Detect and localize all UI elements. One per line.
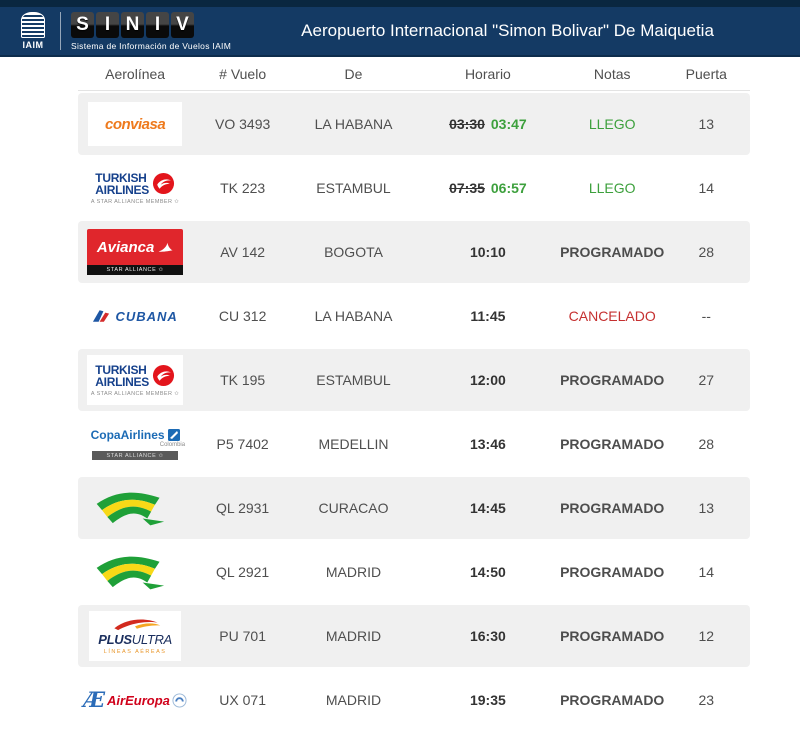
scheduled-time: 14:45 (469, 500, 506, 516)
air-europa-mark-icon: Æ (83, 687, 106, 712)
laser-swoosh-icon (89, 486, 181, 528)
gate-number: 13 (698, 500, 715, 516)
conviasa-logo: conviasa (88, 102, 182, 146)
scheduled-time: 13:46 (469, 436, 506, 452)
flight-number: QL 2921 (216, 564, 270, 580)
avianca-logo: Avianca STAR ALLIANCE ✩ (87, 229, 183, 275)
origin-city: LA HABANA (314, 308, 393, 324)
avianca-bird-icon (157, 241, 173, 254)
flight-row (78, 285, 750, 347)
flight-row (78, 541, 750, 603)
column-header-aerolinea: Aerolínea (105, 65, 166, 82)
gate-number: 28 (698, 244, 715, 260)
flight-row (78, 349, 750, 411)
origin-city: BOGOTA (324, 244, 383, 260)
flight-number: TK 223 (220, 180, 266, 196)
scheduled-time: 14:50 (469, 564, 506, 580)
gate-number: 28 (698, 436, 715, 452)
gate-number: 13 (698, 116, 715, 132)
flight-number: AV 142 (220, 244, 266, 260)
table-header (78, 57, 750, 91)
status-text: PROGRAMADO (560, 500, 665, 516)
flight-number: PU 701 (219, 628, 266, 644)
column-header-de: De (344, 65, 363, 82)
flight-number: TK 195 (220, 372, 266, 388)
air-europa-logo: Æ AirEuropa (83, 690, 187, 710)
cubana-tailfin-icon (92, 308, 111, 324)
skyteam-icon (172, 693, 187, 708)
scheduled-time: 12:00 (469, 372, 506, 388)
scheduled-time: 16:30 (469, 628, 506, 644)
turkish-bird-icon (152, 172, 175, 195)
airline-logo (85, 421, 185, 467)
status-text: PROGRAMADO (560, 564, 665, 580)
gate-number: -- (701, 308, 711, 324)
flight-number: UX 071 (219, 692, 266, 708)
flight-number: CU 312 (218, 308, 267, 324)
origin-city: ESTAMBUL (316, 372, 391, 388)
status-text: PROGRAMADO (560, 244, 665, 260)
turkish-airlines-logo: TURKISH AIRLINES A STAR ALLIANCE MEMBER ✩ (87, 355, 183, 405)
iaim-tower-icon (16, 12, 50, 50)
column-header-puerta: Puerta (685, 65, 727, 82)
actual-time: 03:47 (490, 116, 527, 132)
scheduled-time: 03:30 (449, 116, 485, 132)
arrivals-table (0, 57, 800, 731)
control-tower-icon (21, 12, 45, 38)
laser-swoosh-icon (89, 550, 181, 592)
flight-row (78, 477, 750, 539)
laser-airlines-logo (89, 550, 181, 595)
siniv-logo[interactable] (16, 12, 231, 51)
status-text: CANCELADO (568, 308, 656, 324)
origin-city: MADRID (325, 692, 382, 708)
siniv-tile: I (146, 12, 169, 38)
airline-logo (87, 355, 183, 405)
scheduled-time: 10:10 (469, 244, 506, 260)
origin-city: MEDELLIN (318, 436, 389, 452)
gate-number: 14 (698, 180, 715, 196)
status-text: PROGRAMADO (560, 436, 665, 452)
status-text: PROGRAMADO (560, 692, 665, 708)
gate-number: 23 (698, 692, 715, 708)
column-header-vuelo: # Vuelo (219, 65, 267, 82)
airline-logo (89, 611, 181, 661)
airline-logo (87, 229, 183, 275)
turkish-airlines-logo: TURKISH AIRLINES A STAR ALLIANCE MEMBER ✩ (87, 163, 183, 213)
siniv-tile: V (171, 12, 194, 38)
flight-table-body (78, 93, 750, 731)
airline-logo (89, 486, 181, 531)
origin-city: MADRID (325, 564, 382, 580)
siniv-tile: S (71, 12, 94, 38)
cubana-logo: CUBANA (92, 308, 177, 324)
status-text: LLEGO (588, 116, 636, 132)
airline-logo (87, 163, 183, 213)
app-header (0, 7, 800, 57)
plusultra-swoosh-icon (106, 617, 164, 632)
iaim-label: IAIM (22, 40, 44, 50)
status-text: LLEGO (588, 180, 636, 196)
origin-city: MADRID (325, 628, 382, 644)
column-header-notas: Notas (593, 65, 631, 82)
column-header-horario: Horario (464, 65, 511, 82)
page-title: Aeropuerto Internacional "Simon Bolivar" De Maiquetia (301, 21, 714, 40)
status-text: PROGRAMADO (560, 628, 665, 644)
flight-row (78, 413, 750, 475)
flight-row (78, 157, 750, 219)
airline-logo (92, 308, 177, 324)
flight-number: VO 3493 (215, 116, 271, 132)
logo-divider (60, 12, 61, 50)
turkish-bird-icon (152, 364, 175, 387)
status-text: PROGRAMADO (560, 372, 665, 388)
gate-number: 27 (698, 372, 715, 388)
origin-city: CURACAO (318, 500, 389, 516)
scheduled-time: 19:35 (469, 692, 506, 708)
siniv-tile: I (96, 12, 119, 38)
flight-row (78, 605, 750, 667)
copa-airlines-logo: CopaAirlines Colombia STAR ALLIANCE ✩ (85, 421, 185, 467)
scheduled-time: 11:45 (470, 308, 506, 324)
scheduled-time: 07:35 (449, 180, 485, 196)
flight-row (78, 93, 750, 155)
plus-ultra-logo: PLUSULTRA LÍNEAS AÉREAS (89, 611, 181, 661)
airline-logo (88, 102, 182, 146)
laser-airlines-logo (89, 486, 181, 531)
flight-number: QL 2931 (216, 500, 270, 516)
actual-time: 06:57 (490, 180, 527, 196)
flight-row (78, 221, 750, 283)
airline-logo (89, 550, 181, 595)
origin-city: LA HABANA (314, 116, 393, 132)
top-strip (0, 0, 800, 7)
siniv-tile: N (121, 12, 144, 38)
flight-number: P5 7402 (216, 436, 269, 452)
copa-square-icon (168, 429, 180, 441)
siniv-flipboard (71, 12, 231, 38)
gate-number: 14 (698, 564, 715, 580)
siniv-tagline: Sistema de Información de Vuelos IAIM (71, 40, 232, 51)
airline-logo (83, 687, 187, 712)
flight-row (78, 669, 750, 731)
origin-city: ESTAMBUL (316, 180, 391, 196)
gate-number: 12 (698, 628, 715, 644)
